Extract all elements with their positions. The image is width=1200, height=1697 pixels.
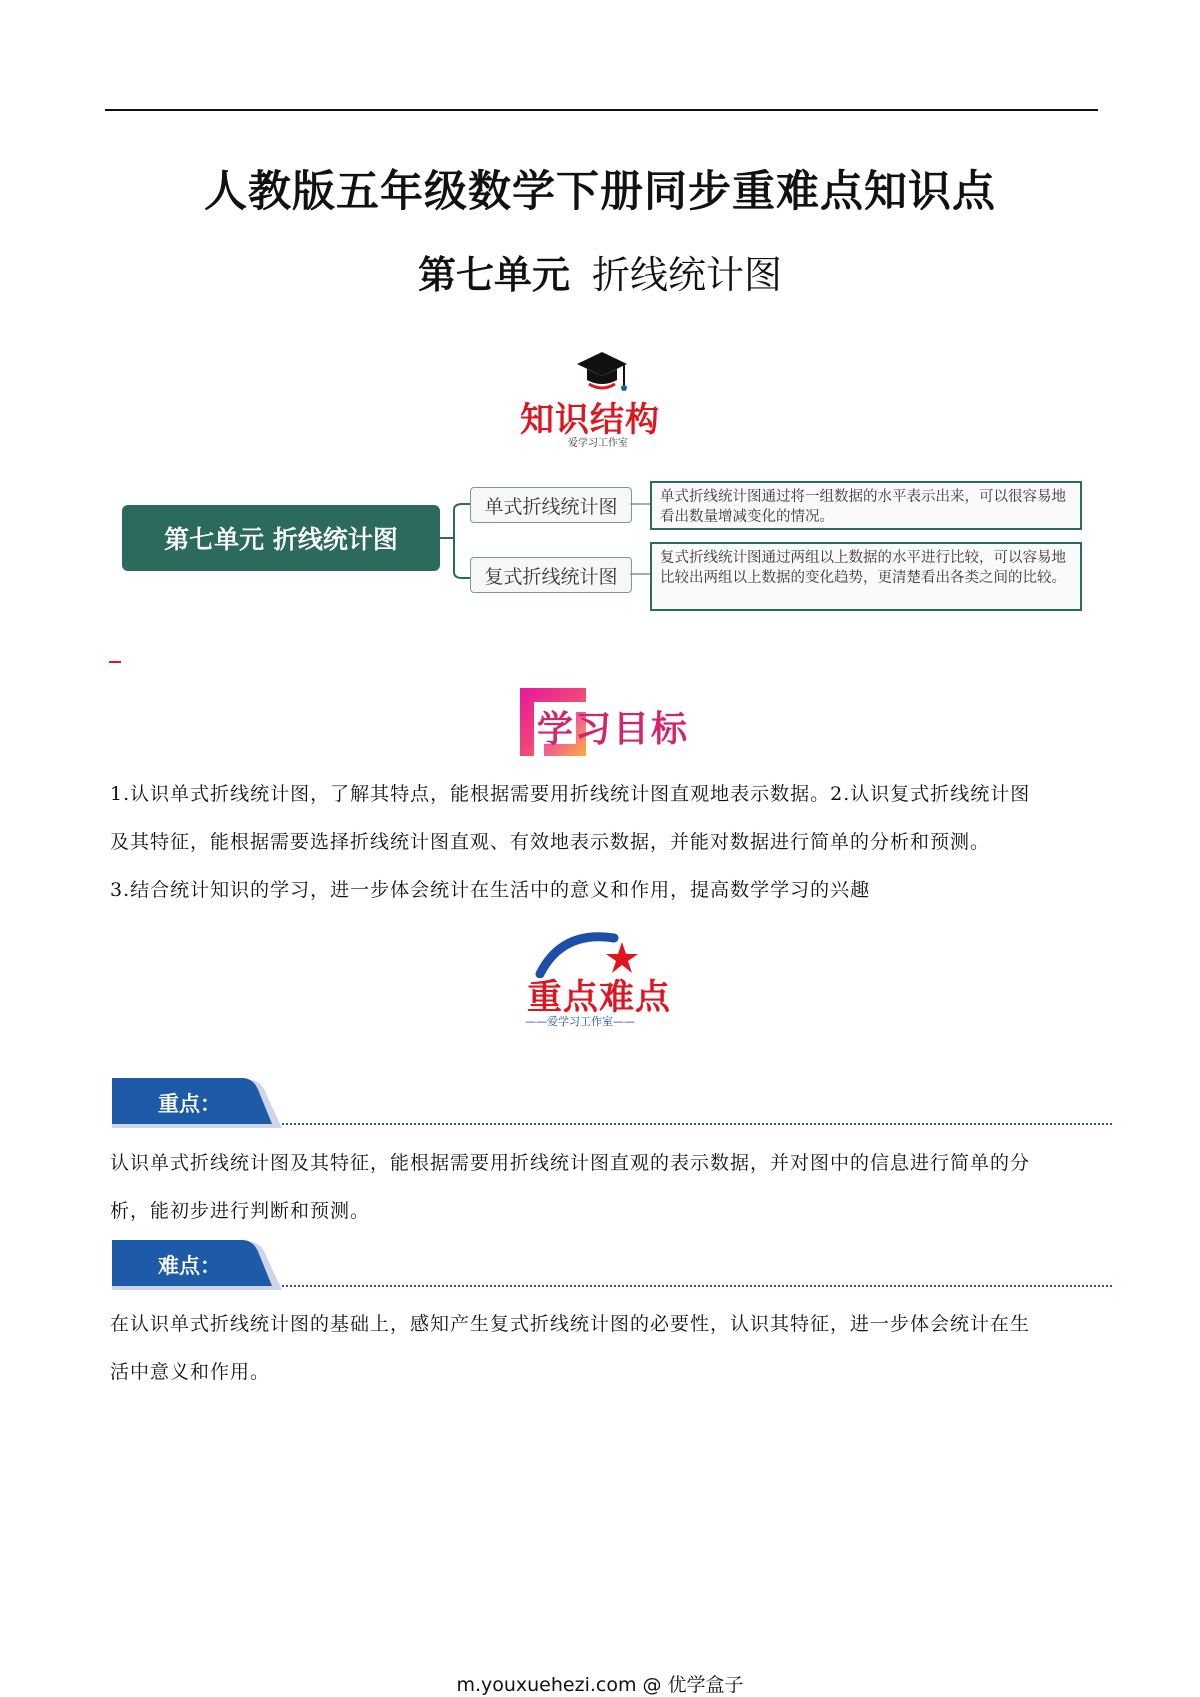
red-dash-mark [109, 661, 121, 663]
branch-links [630, 480, 652, 590]
unit-number: 第七单元 [417, 252, 570, 297]
mindmap-desc-compound: 复式折线统计图通过两组以上数据的水平进行比较，可以容易地比较出两组以上数据的变化趋势，更清楚看出各类之间的比较。 [650, 542, 1082, 611]
knowledge-badge-title: 知识结构 [520, 400, 660, 440]
unit-name: 折线统计图 [592, 253, 783, 297]
unit-title [0, 244, 1200, 299]
keypoints-badge-title: 重点难点 [527, 978, 672, 1018]
key-dotted-rule [282, 1123, 1112, 1125]
difficult-line-1: 在认识单式折线统计图的基础上，感知产生复式折线统计图的必要性，认识其特征，进一步体会统计在生 [110, 1313, 1031, 1335]
mindmap-branch-single: 单式折线统计图 [470, 487, 632, 523]
difficult-dotted-rule [282, 1285, 1112, 1287]
knowledge-badge-subtitle: 爱学习工作室 [568, 438, 628, 449]
goals-line-3: 3.结合统计知识的学习，进一步体会统计在生活中的意义和作用，提高数学学习的兴趣 [110, 879, 871, 901]
difficult-line-2: 活中意义和作用。 [110, 1361, 271, 1383]
goals-line-1: 1.认识单式折线统计图，了解其特点，能根据需要用折线统计图直观地表示数据。2.认识复式折线统计图 [110, 783, 1031, 805]
mindmap-desc-single: 单式折线统计图通过将一组数据的水平表示出来，可以很容易地看出数量增减变化的情况。 [650, 481, 1082, 530]
graduation-cap-icon [575, 350, 629, 394]
goals-badge-title: 学习目标 [537, 709, 690, 750]
key-label: 重点： [158, 1092, 221, 1116]
goals-line-2: 及其特征，能根据需要选择折线统计图直观、有效地表示数据，并能对数据进行简单的分析和预测。 [110, 831, 991, 853]
top-rule [105, 109, 1098, 111]
mindmap-root: 第七单元 折线统计图 [122, 505, 440, 571]
keypoints-badge-subtitle: ——爱学习工作室—— [525, 1015, 635, 1028]
difficult-label: 难点： [158, 1254, 221, 1278]
document-title: 人教版五年级数学下册同步重难点知识点 [204, 167, 996, 217]
footer-source: m.youxuehezi.com @ 优学盒子 [456, 1674, 744, 1696]
key-line-2: 析，能初步进行判断和预测。 [110, 1200, 371, 1222]
key-line-1: 认识单式折线统计图及其特征，能根据需要用折线统计图直观的表示数据，并对图中的信息进行简单的分 [110, 1152, 1031, 1174]
mindmap-branch-compound: 复式折线统计图 [470, 557, 632, 593]
